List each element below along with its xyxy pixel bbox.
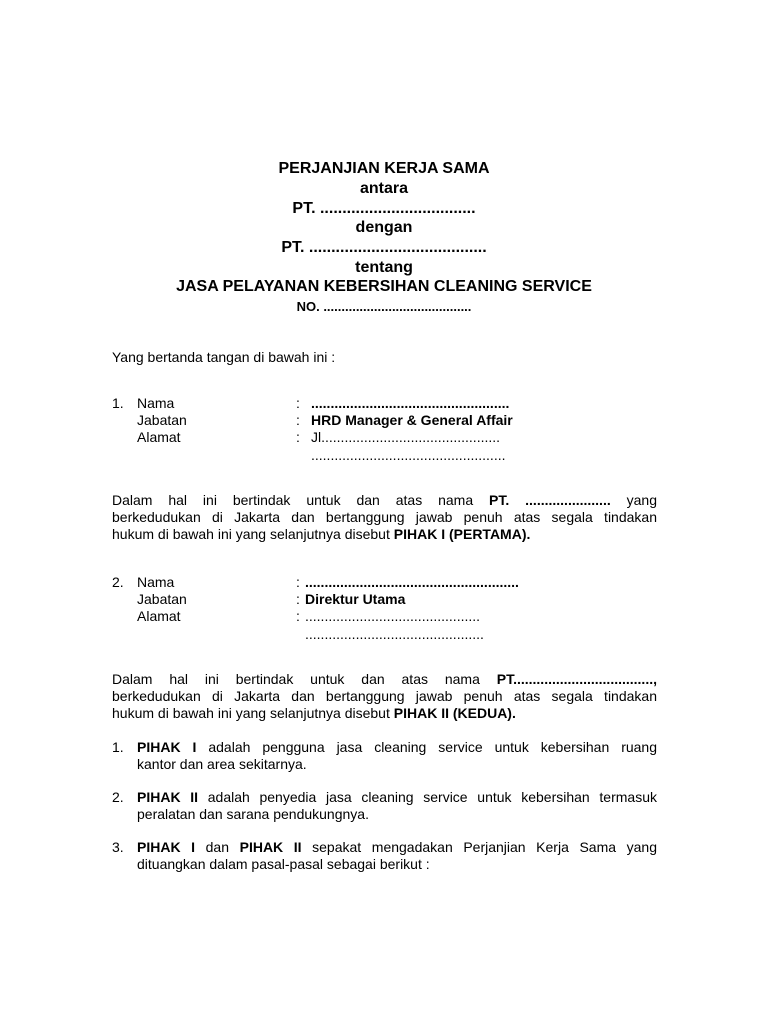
para1-line2: berkedudukan di Jakarta dan bertanggung jawab penuh atas segala tindakan (112, 509, 657, 525)
para2-line1: Dalam hal ini bertindak untuk dan atas nama PT...................................., (112, 671, 657, 687)
party2-alamat-value: ............................................. (305, 608, 481, 624)
party2-nama-label: Nama (137, 574, 175, 590)
party1-nama-colon: : (296, 395, 300, 411)
party1-alamat-value: Jl.............................................. (311, 429, 501, 445)
title-antara: antara (359, 180, 409, 197)
party1-jabatan-colon: : (296, 412, 300, 428)
party1-alamat-colon: : (296, 429, 300, 445)
party1-nama-label: Nama (137, 395, 175, 411)
party2-nama-value: ....................................................... (305, 574, 519, 590)
item2-line2: peralatan dan sarana pendukungnya. (137, 806, 369, 822)
party2-alamat-value-line2: .............................................. (305, 626, 484, 642)
party2-nama-colon: : (296, 574, 300, 590)
intro-text: Yang bertanda tangan di bawah ini : (112, 349, 336, 365)
title-pt-first: PT. ................................... (292, 200, 476, 217)
item3-line2: dituangkan dalam pasal-pasal sebagai berikut : (137, 856, 430, 872)
party2-number: 2. (112, 574, 124, 590)
title-subject: JASA PELAYANAN KEBERSIHAN CLEANING SERVICE (176, 278, 592, 295)
item1-line1: PIHAK I adalah pengguna jasa cleaning service untuk kebersihan ruang (137, 739, 658, 755)
party2-jabatan-value: Direktur Utama (305, 591, 406, 607)
party1-alamat-label: Alamat (137, 429, 181, 445)
para1-line1: Dalam hal ini bertindak untuk dan atas nama PT. ...................... yang (112, 492, 657, 508)
item2-line1: PIHAK II adalah penyedia jasa cleaning service untuk kebersihan termasuk (137, 789, 657, 805)
item1-line2: kantor dan area sekitarnya. (137, 756, 307, 772)
para1-line3: hukum di bawah ini yang selanjutnya disebut PIHAK I (PERTAMA). (112, 526, 531, 542)
para2-line3: hukum di bawah ini yang selanjutnya disebut PIHAK II (KEDUA). (112, 705, 516, 721)
party2-jabatan-label: Jabatan (137, 591, 187, 607)
title-tentang: tentang (355, 259, 413, 276)
item1-number: 1. (112, 739, 124, 755)
item2-number: 2. (112, 789, 124, 805)
party1-nama-value: ................................................... (311, 395, 510, 411)
para2-line2: berkedudukan di Jakarta dan bertanggung jawab penuh atas segala tindakan (112, 688, 657, 704)
party2-alamat-colon: : (296, 608, 300, 624)
party1-jabatan-value: HRD Manager & General Affair (311, 412, 513, 428)
party2-jabatan-colon: : (296, 591, 300, 607)
title-dengan: dengan (355, 219, 413, 236)
party2-alamat-label: Alamat (137, 608, 181, 624)
title-number: NO. ......................................... (296, 299, 472, 314)
party1-jabatan-label: Jabatan (137, 412, 187, 428)
item3-line1: PIHAK I dan PIHAK II sepakat mengadakan Perjanjian Kerja Sama yang (137, 839, 657, 855)
party1-number: 1. (112, 395, 124, 411)
party1-alamat-value-line2: .................................................. (311, 447, 506, 463)
item3-number: 3. (112, 839, 124, 855)
document-title: PERJANJIAN KERJA SAMA (278, 160, 490, 177)
title-pt-second: PT. ........................................ (281, 239, 487, 256)
